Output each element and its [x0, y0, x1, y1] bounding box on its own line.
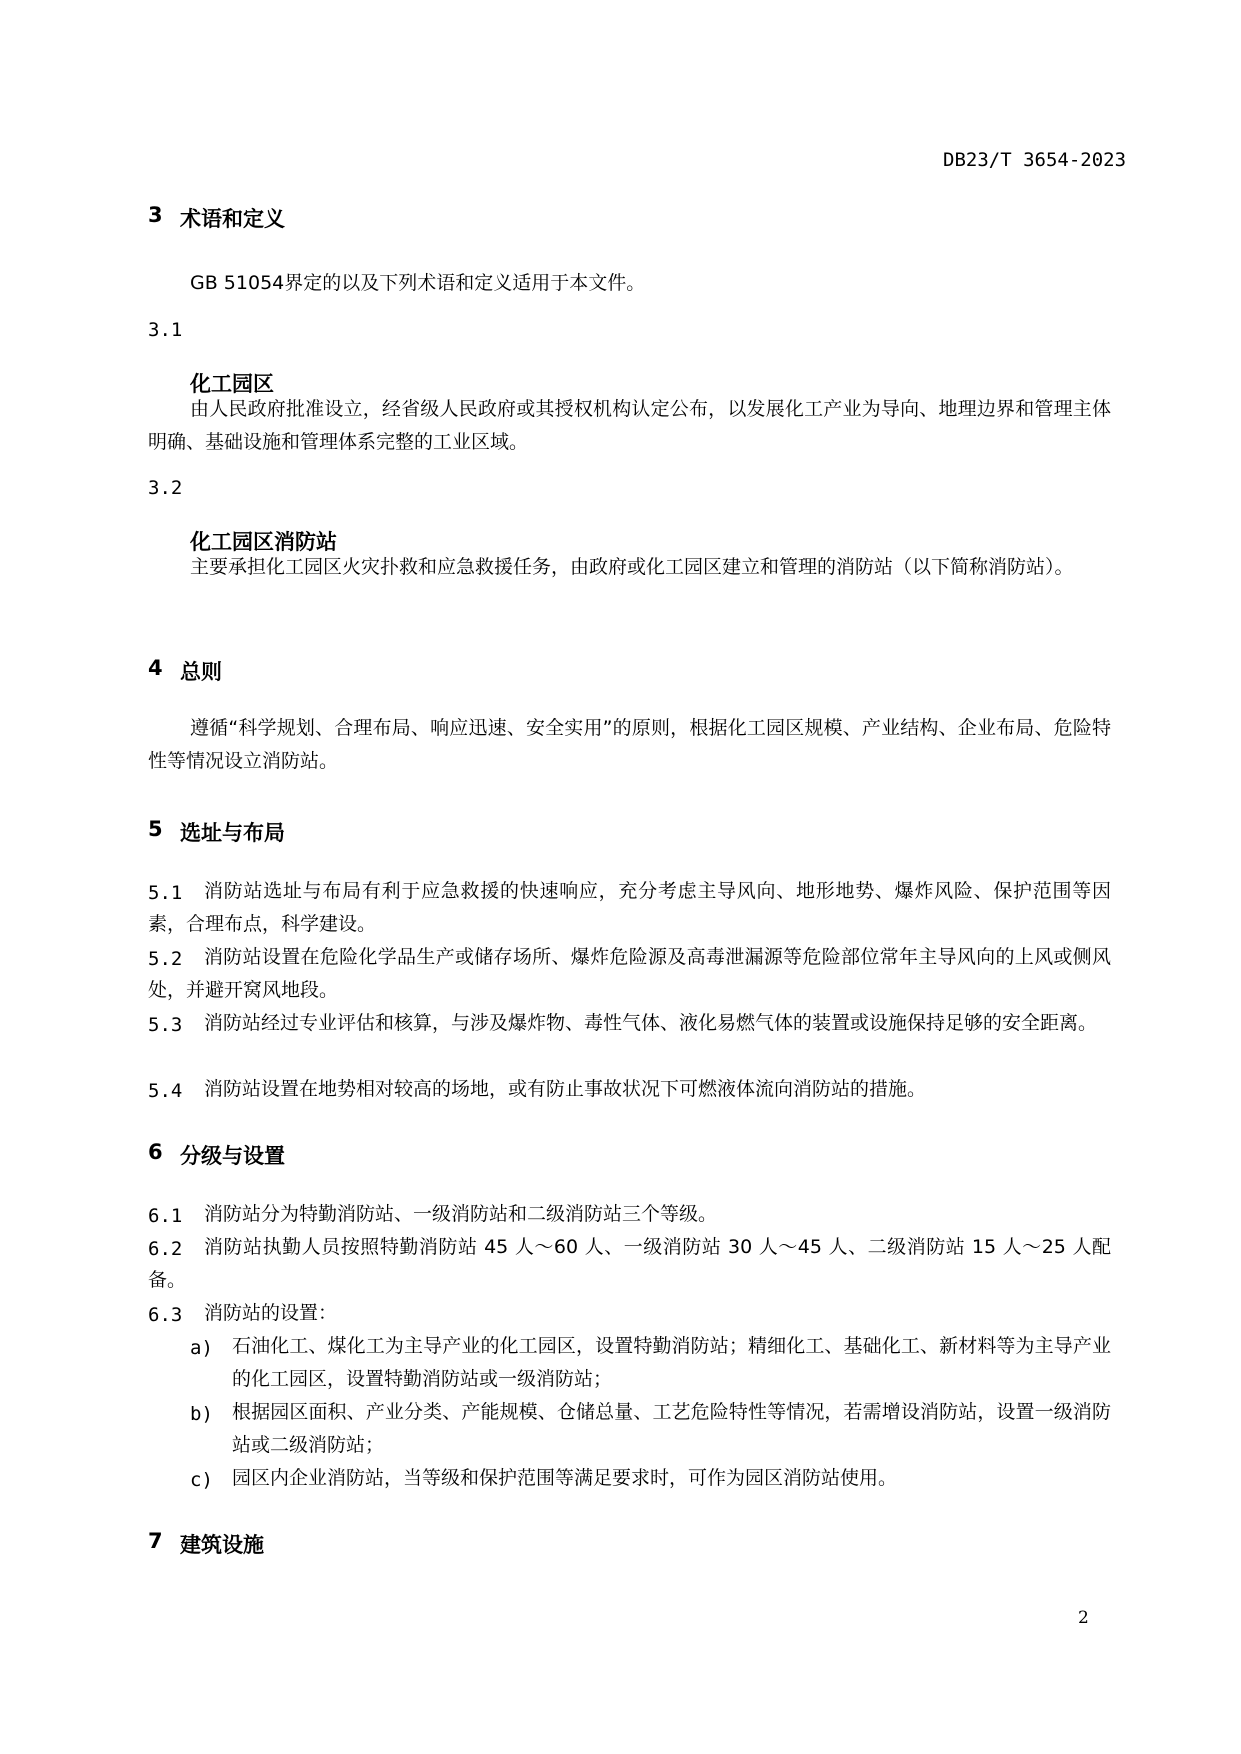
section-5-title: 选址与布局 [180, 821, 285, 845]
section-7-title: 建筑设施 [180, 1533, 264, 1557]
section-3-number: 3 [148, 203, 163, 227]
section-4-title: 总则 [180, 660, 222, 684]
term-3-1-number: 3.1 [148, 319, 183, 341]
clause-5-1-text: 消防站选址与布局有利于应急救援的快速响应，充分考虑主导风向、地形地势、爆炸风险、保护范围等因素，合理布点，科学建设。 [148, 880, 1111, 935]
list-item-c-text: 园区内企业消防站，当等级和保护范围等满足要求时，可作为园区消防站使用。 [232, 1467, 898, 1489]
clause-5-4-text: 消防站设置在地势相对较高的场地，或有防止事故状况下可燃液体流向消防站的措施。 [204, 1078, 927, 1100]
section-3-title: 术语和定义 [180, 207, 285, 231]
clause-6-2-number: 6.2 [148, 1238, 183, 1260]
list-item-b-label: b) [190, 1403, 213, 1425]
standard-number: DB23/T 3654-2023 [943, 149, 1127, 171]
clause-5-4-number: 5.4 [148, 1080, 183, 1102]
clause-5-1-number: 5.1 [148, 882, 183, 904]
section-7-number: 7 [148, 1529, 163, 1553]
list-item-a-label: a) [190, 1337, 213, 1359]
term-3-2-title: 化工园区消防站 [190, 530, 337, 554]
section-4-text: 遵循“科学规划、合理布局、响应迅速、安全实用”的原则，根据化工园区规模、产业结构、企业布局、危险特性等情况设立消防站。 [148, 717, 1111, 772]
clause-5-2-text: 消防站设置在危险化学品生产或储存场所、爆炸危险源及高毒泄漏源等危险部位常年主导风向的上风或侧风处，并避开窝风地段。 [148, 946, 1111, 1001]
section-4-number: 4 [148, 656, 163, 680]
term-3-1-title: 化工园区 [190, 372, 274, 396]
list-item-a-text: 石油化工、煤化工为主导产业的化工园区，设置特勤消防站；精细化工、基础化工、新材料等为主导产业的化工园区，设置特勤消防站或一级消防站； [232, 1335, 1111, 1390]
clause-6-1-text: 消防站分为特勤消防站、一级消防站和二级消防站三个等级。 [204, 1203, 718, 1225]
list-item-b-text: 根据园区面积、产业分类、产能规模、仓储总量、工艺危险特性等情况，若需增设消防站，设置一级消防站或二级消防站； [232, 1401, 1111, 1456]
term-3-2-definition: 主要承担化工园区火灾扑救和应急救援任务，由政府或化工园区建立和管理的消防站（以下简称消防站）。 [190, 556, 1074, 578]
term-3-1-definition: 由人民政府批准设立，经省级人民政府或其授权机构认定公布，以发展化工产业为导向、地理边界和管理主体明确、基础设施和管理体系完整的工业区域。 [148, 398, 1111, 453]
clause-5-3-number: 5.3 [148, 1014, 183, 1036]
clause-6-3-text: 消防站的设置： [204, 1302, 338, 1324]
clause-5-3-text: 消防站经过专业评估和核算，与涉及爆炸物、毒性气体、液化易燃气体的装置或设施保持足够的安全距离。 [204, 1012, 1098, 1034]
section-6-number: 6 [148, 1140, 163, 1164]
section-5-number: 5 [148, 817, 163, 841]
section-6-title: 分级与设置 [180, 1144, 285, 1168]
section-3-intro: GB 51054界定的以及下列术语和定义适用于本文件。 [190, 272, 646, 294]
term-3-2-number: 3.2 [148, 477, 183, 499]
page-number: 2 [1078, 1608, 1089, 1628]
clause-6-2-text: 消防站执勤人员按照特勤消防站 45 人～60 人、一级消防站 30 人～45 人、二级消防站 15 人～25 人配备。 [148, 1236, 1111, 1291]
clause-6-3-number: 6.3 [148, 1304, 183, 1326]
clause-5-2-number: 5.2 [148, 948, 183, 970]
clause-6-1-number: 6.1 [148, 1205, 183, 1227]
list-item-c-label: c) [190, 1469, 213, 1491]
